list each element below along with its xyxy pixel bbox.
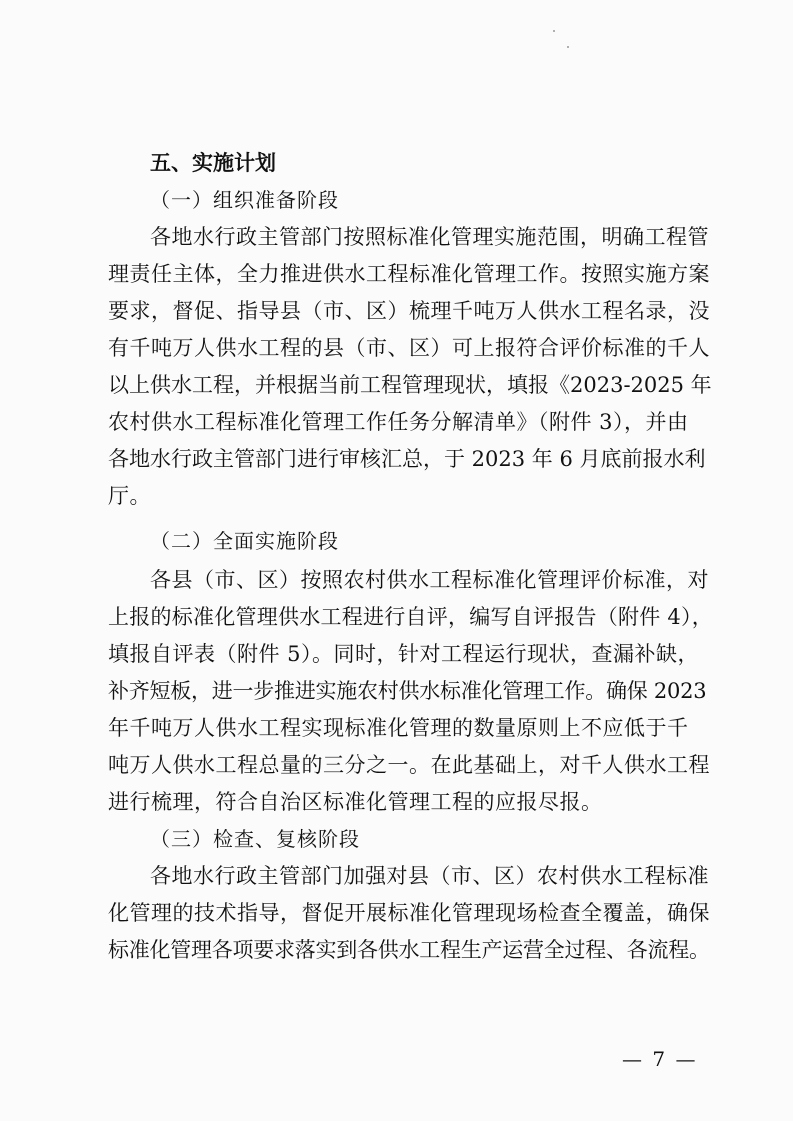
document-body [108, 145, 713, 969]
scan-speck [567, 46, 569, 48]
paragraph-line: 年千吨万人供水工程实现标准化管理的数量原则上不应低于千 [108, 716, 689, 740]
paragraph-line: 各地水行政主管部门加强对县（市、区）农村供水工程标准 [150, 864, 709, 888]
paragraph-line: 标准化管理各项要求落实到各供水工程生产运营全过程、各流程。 [108, 938, 710, 962]
paragraph-line: 进行梳理，符合自治区标准化管理工程的应报尽报。 [108, 790, 603, 814]
paragraph-line: 吨万人供水工程总量的三分之一。在此基础上，对千人供水工程 [108, 753, 710, 777]
paragraph-line: 要求，督促、指导县（市、区）梳理千吨万人供水工程名录，没 [108, 299, 710, 323]
paragraph-line: 以上供水工程，并根据当前工程管理现状，填报《2023-2025 年 [108, 373, 712, 397]
paragraph-line: 各地水行政主管部门进行审核汇总，于 2023 年 6 月底前报水利 [108, 447, 706, 471]
paragraph-line: 农村供水工程标准化管理工作任务分解清单》（附件 3），并由 [108, 410, 689, 434]
paragraph-line: 化管理的技术指导，督促开展标准化管理现场检查全覆盖，确保 [108, 901, 710, 925]
section-title: 五、实施计划 [150, 151, 276, 175]
paragraph-line: 各县（市、区）按照农村供水工程标准化管理评价标准，对 [150, 568, 709, 592]
subsection-heading: （一）组织准备阶段 [150, 188, 339, 212]
paragraph-line: 有千吨万人供水工程的县（市、区）可上报符合评价标准的千人 [108, 336, 710, 360]
page-number: — 7 — [622, 1047, 698, 1071]
paragraph-line: 填报自评表（附件 5）。同时，针对工程运行现状，查漏补缺， [108, 642, 700, 666]
subsection-heading: （二）全面实施阶段 [150, 529, 339, 553]
scan-speck [553, 30, 555, 32]
paragraph-line: 理责任主体，全力推进供水工程标准化管理工作。按照实施方案 [108, 262, 710, 286]
paragraph-line: 各地水行政主管部门按照标准化管理实施范围，明确工程管 [150, 225, 709, 249]
paragraph-line: 上报的标准化管理供水工程进行自评，编写自评报告（附件 4）， [108, 605, 714, 629]
paragraph-line: 补齐短板，进一步推进实施农村供水标准化管理工作。确保 2023 [108, 679, 707, 703]
paragraph-line: 厅。 [108, 484, 151, 508]
subsection-heading: （三）检查、复核阶段 [150, 827, 360, 851]
